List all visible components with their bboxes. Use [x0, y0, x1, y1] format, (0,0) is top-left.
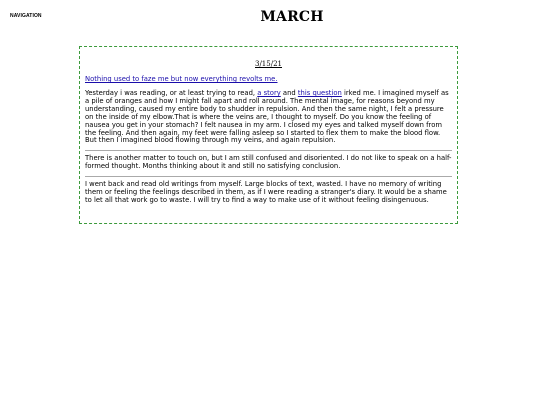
entry-paragraph-2: There is another matter to touch on, but I am still confused and disoriented. I do not like to speak on a half-formed thought. Months thinking about it and still no satisfying conclusion.: [85, 154, 452, 171]
page-title: MARCH: [260, 9, 324, 25]
a-story-link[interactable]: a story: [257, 89, 281, 97]
entry-paragraph-3: I went back and read old writings from myself. Large blocks of text, wasted. I have no memory of writing them or feeling the feelings described in them, as if I were reading a stranger's diary. It would be a shame to let all that work go to waste. I will try to find a way to make use of it without feeling disingenuous.: [85, 180, 447, 204]
entry-date: 3/15/21: [255, 60, 282, 68]
entry-heading-link[interactable]: Nothing used to faze me but now everything revolts me.: [85, 75, 278, 83]
this-question-link[interactable]: this question: [297, 89, 342, 97]
paragraph-text: irked me. I imagined myself as a pile of oranges and how I might fall apart and roll around. The mental image, for reasons beyond my understanding, caused my entire body to shudder in repulsion. And then the same night, I felt a pressure on the inside of my elbow.That is where the veins are, I thought to myself. Do you know the feeling of nausea you get in your stomach? I felt nausea in my arm. I closed my eyes and talked myself down from the feeling. And then again, my feet were falling asleep so I started to flex them to make the blood flow. But then I imagined blood flowing through my veins, and again repulsion.: [85, 89, 449, 145]
divider: [85, 176, 452, 177]
paragraph-text: Yesterday i was reading, or at least trying to read,: [85, 89, 258, 97]
paragraph-text: and: [280, 89, 298, 97]
navigation-link[interactable]: NAVIGATION: [10, 13, 42, 19]
entry-paragraph-1: [85, 90, 452, 145]
divider: [85, 150, 452, 151]
journal-entry: [79, 46, 458, 224]
